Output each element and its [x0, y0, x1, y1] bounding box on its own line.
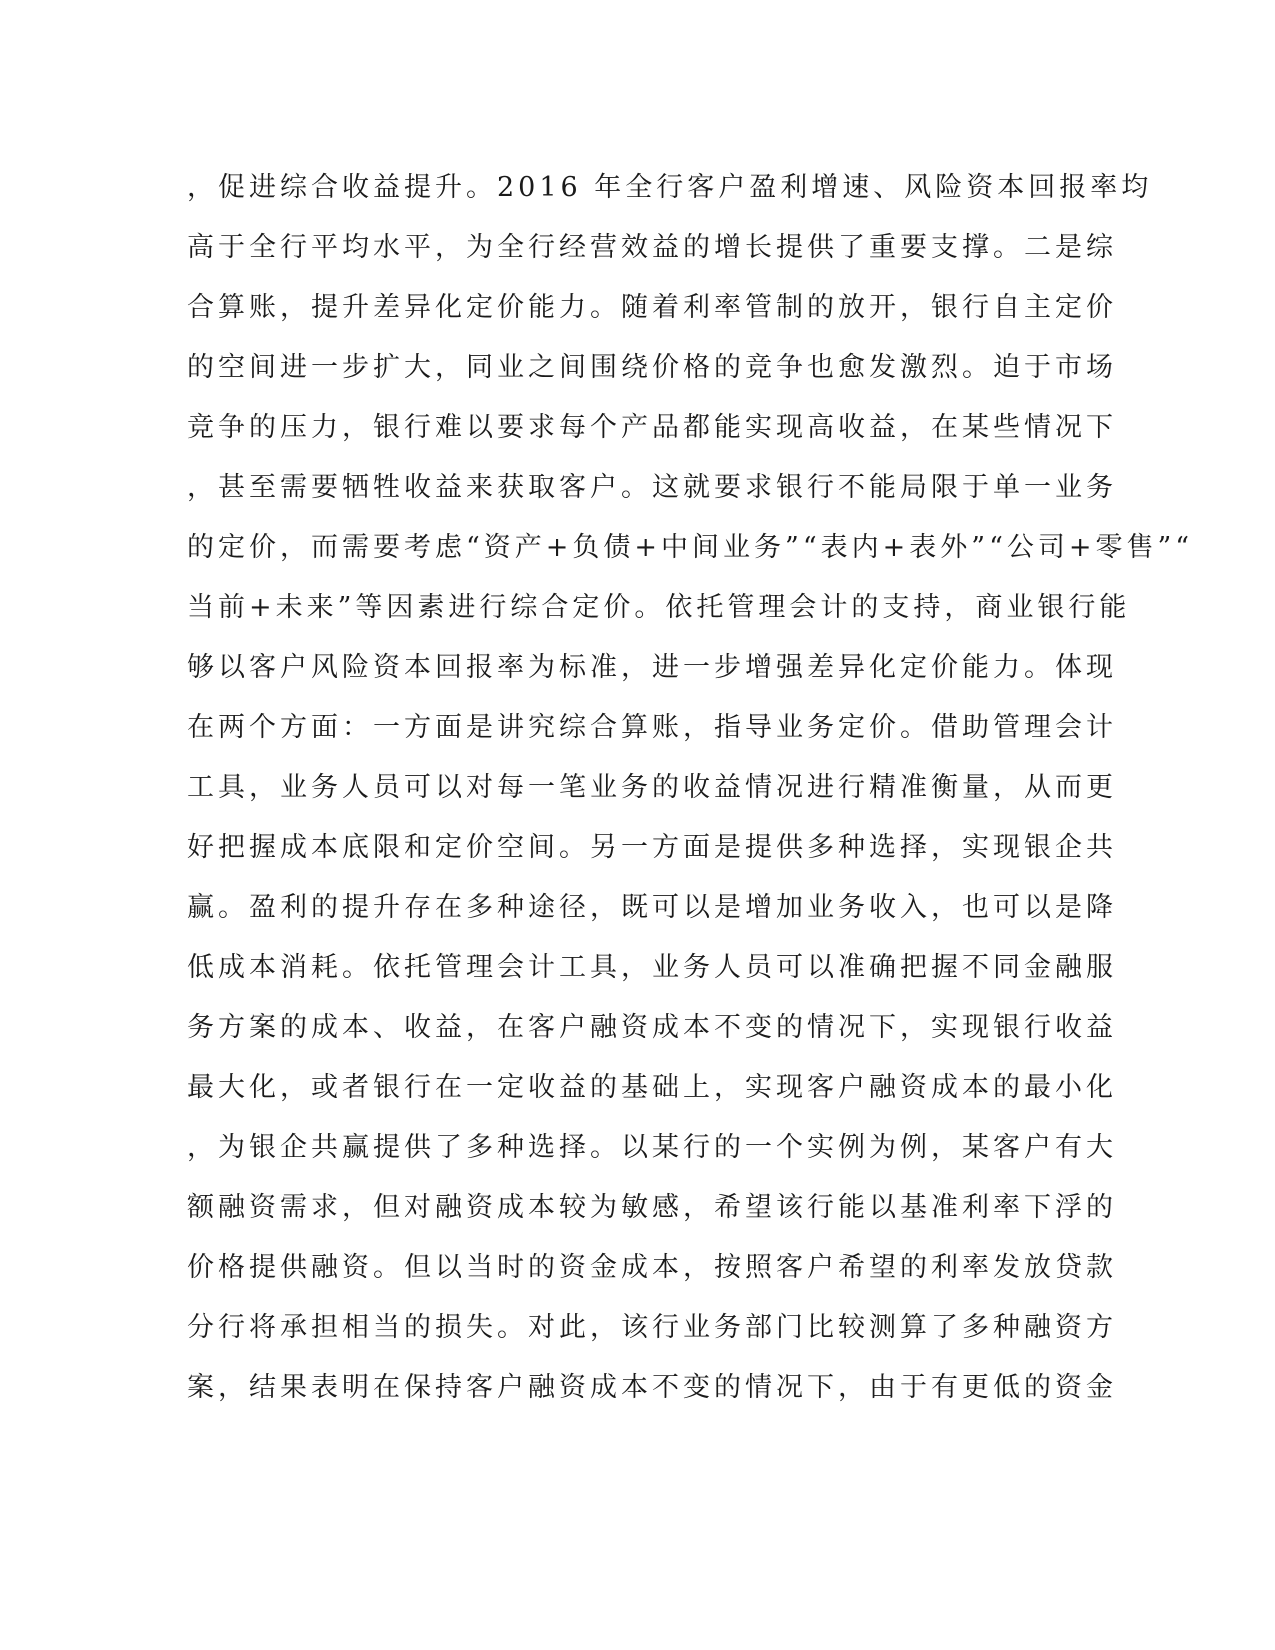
text-line: 合算账，提升差异化定价能力。随着利率管制的放开，银行自主定价 [187, 292, 1117, 323]
text-line: 务方案的成本、收益，在客户融资成本不变的情况下，实现银行收益 [187, 1012, 1117, 1043]
text-line: 赢。盈利的提升存在多种途径，既可以是增加业务收入，也可以是降 [187, 892, 1117, 923]
text-line: 高于全行平均水平，为全行经营效益的增长提供了重要支撑。二是综 [187, 232, 1117, 263]
text-line: 分行将承担相当的损失。对此，该行业务部门比较测算了多种融资方 [187, 1312, 1117, 1343]
text-line: 工具，业务人员可以对每一笔业务的收益情况进行精准衡量，从而更 [187, 772, 1117, 803]
text-line: ，甚至需要牺牲收益来获取客户。这就要求银行不能局限于单一业务 [187, 472, 1117, 503]
body-text [187, 158, 1194, 1418]
text-line: 当前+未来”等因素进行综合定价。依托管理会计的支持，商业银行能 [187, 592, 1131, 623]
text-line: 最大化，或者银行在一定收益的基础上，实现客户融资成本的最小化 [187, 1072, 1117, 1103]
text-line: 的定价，而需要考虑“资产+负债+中间业务”“表内+表外”“公司+零售”“ [187, 532, 1194, 563]
text-line: 够以客户风险资本回报率为标准，进一步增强差异化定价能力。体现 [187, 652, 1117, 683]
text-line: 竞争的压力，银行难以要求每个产品都能实现高收益，在某些情况下 [187, 412, 1117, 443]
text-line: 在两个方面：一方面是讲究综合算账，指导业务定价。借助管理会计 [187, 712, 1117, 743]
text-line: 额融资需求，但对融资成本较为敏感，希望该行能以基准利率下浮的 [187, 1192, 1117, 1223]
text-line: 低成本消耗。依托管理会计工具，业务人员可以准确把握不同金融服 [187, 952, 1117, 983]
text-line: ，促进综合收益提升。2016 年全行客户盈利增速、风险资本回报率均 [187, 172, 1153, 203]
text-line: 价格提供融资。但以当时的资金成本，按照客户希望的利率发放贷款 [187, 1252, 1117, 1283]
text-line: ，为银企共赢提供了多种选择。以某行的一个实例为例，某客户有大 [187, 1132, 1117, 1163]
text-line: 案，结果表明在保持客户融资成本不变的情况下，由于有更低的资金 [187, 1372, 1117, 1403]
text-line: 好把握成本底限和定价空间。另一方面是提供多种选择，实现银企共 [187, 832, 1117, 863]
text-line: 的空间进一步扩大，同业之间围绕价格的竞争也愈发激烈。迫于市场 [187, 352, 1117, 383]
